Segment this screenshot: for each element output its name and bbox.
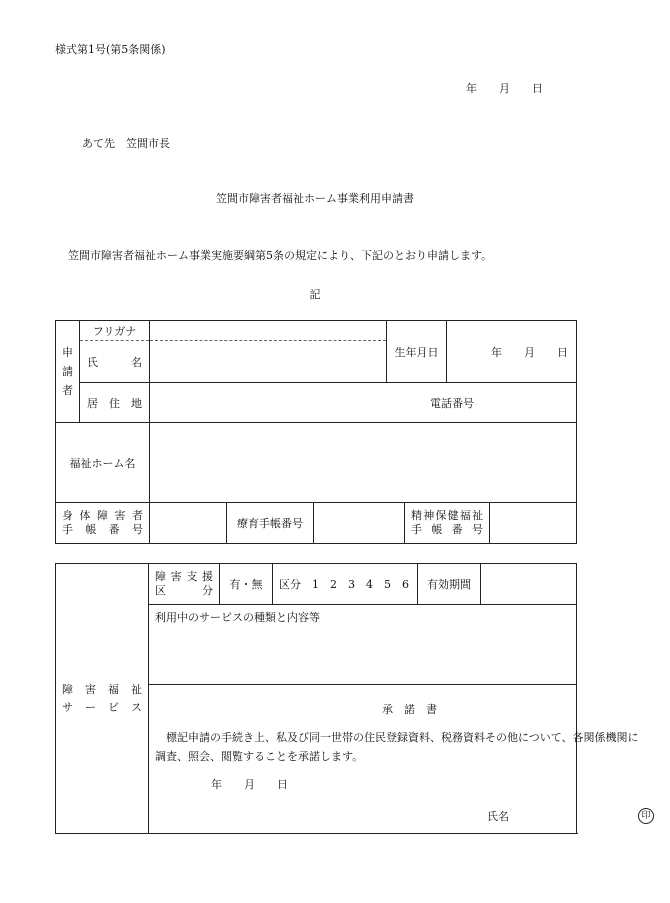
- applicant-group-label: 申 請 者: [56, 321, 80, 423]
- support-yesno[interactable]: 有・無: [220, 564, 273, 604]
- consent-section: [149, 685, 651, 834]
- seal-icon: 印: [638, 808, 654, 824]
- addressee: あて先 笠間市長: [82, 137, 170, 150]
- welfare-home-field[interactable]: [150, 423, 577, 503]
- mental-handbook-label: 精神保健福祉 手帳番号: [405, 503, 490, 543]
- consent-text-line-2: 調査、照会、閲覧することを承諾します。: [155, 750, 364, 763]
- address-field[interactable]: [150, 383, 577, 423]
- welfare-service-label: 障害福祉 サービス: [56, 564, 149, 834]
- consent-date: 年 月 日: [211, 778, 288, 791]
- support-kubun[interactable]: 区分 1 2 3 4 5 6: [273, 564, 418, 604]
- service-usage-label: 利用中のサービスの種類と内容等: [155, 611, 320, 624]
- name-label: 氏 名: [80, 341, 150, 383]
- support-level-label: 障害支援 区分: [149, 564, 220, 604]
- mental-handbook-field[interactable]: [490, 503, 576, 543]
- ryoiku-handbook-field[interactable]: [314, 503, 405, 543]
- validity-field[interactable]: [481, 564, 576, 604]
- physical-handbook-label: 身体障害者 手帳番号: [56, 503, 150, 543]
- application-statement: 笠間市障害者福祉ホーム事業実施要綱第5条の規定により、下記のとおり申請します。: [68, 249, 493, 262]
- validity-label: 有効期間: [418, 564, 481, 604]
- furigana-label: フリガナ: [80, 321, 150, 341]
- consent-name-label: 氏名: [487, 810, 509, 823]
- welfare-home-label: 福祉ホーム名: [56, 423, 150, 503]
- ryoiku-handbook-label: 療育手帳番号: [227, 503, 314, 543]
- submission-date-label: 年 月 日: [466, 82, 543, 95]
- physical-handbook-field[interactable]: [150, 503, 227, 543]
- name-field[interactable]: [150, 341, 387, 383]
- consent-title: 承 諾 書: [382, 703, 437, 716]
- consent-text-line-1: 標記申請の手続き上、私及び同一世帯の住民登録資料、税務資料その他について、各関係機関に: [166, 731, 639, 744]
- address-label: 居 住 地: [80, 383, 150, 423]
- applicant-table: [55, 320, 577, 544]
- form-number-label: 様式第1号(第5条関係): [55, 43, 166, 56]
- document-title: 笠間市障害者福祉ホーム事業利用申請書: [216, 192, 414, 205]
- birthdate-field[interactable]: 年 月 日: [447, 321, 577, 383]
- furigana-field[interactable]: [150, 321, 387, 341]
- seal-mark: [638, 808, 654, 824]
- ki-marker: 記: [309, 288, 321, 301]
- birthdate-label: 生年月日: [387, 321, 447, 383]
- phone-label: 電話番号: [430, 396, 474, 410]
- service-usage-field[interactable]: [149, 605, 576, 684]
- service-table: [55, 563, 651, 834]
